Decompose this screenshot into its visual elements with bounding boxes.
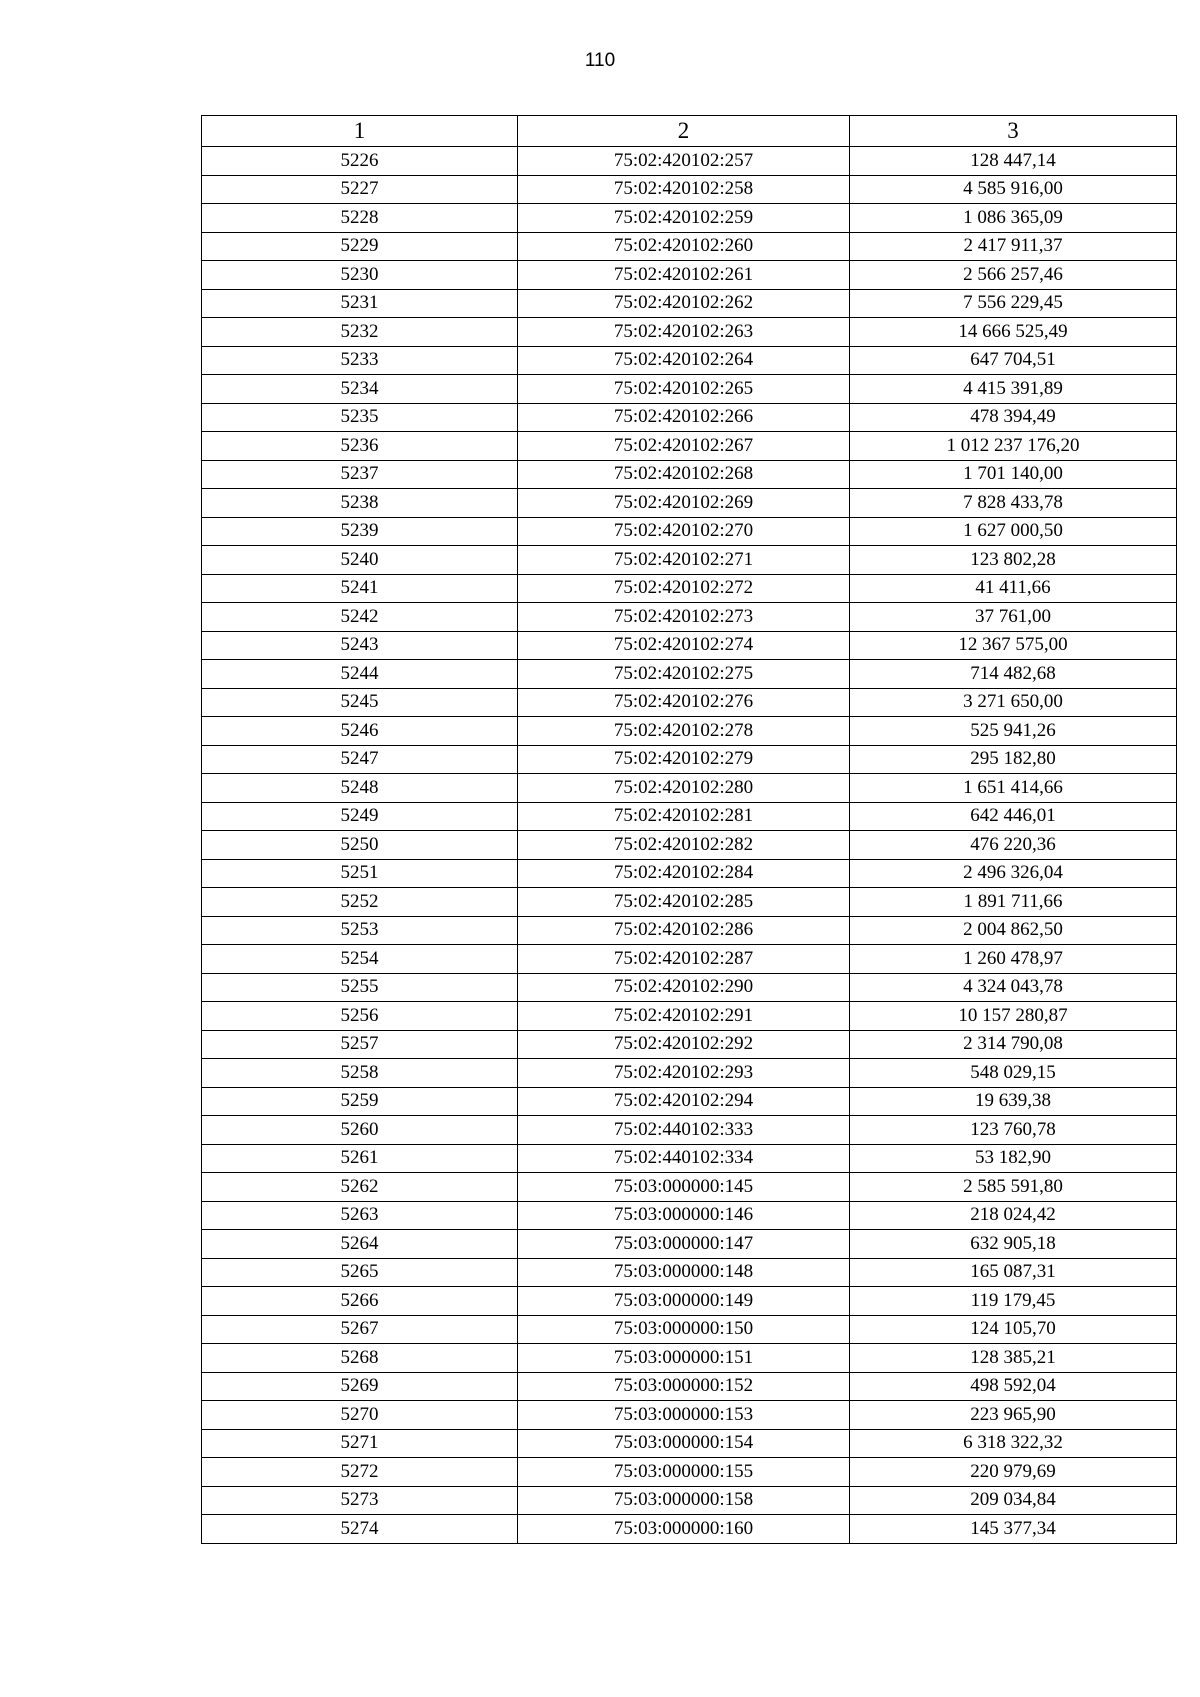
cadastral-number-cell: 75:02:420102:279 <box>518 745 850 774</box>
row-number-cell: 5274 <box>202 1515 518 1544</box>
row-number-cell: 5269 <box>202 1372 518 1401</box>
row-number-cell: 5254 <box>202 945 518 974</box>
table-row <box>202 660 1177 689</box>
table-row <box>202 574 1177 603</box>
value-cell: 1 260 478,97 <box>850 945 1177 974</box>
value-cell: 2 004 862,50 <box>850 916 1177 945</box>
cadastral-number-cell: 75:02:420102:273 <box>518 603 850 632</box>
row-number-cell: 5242 <box>202 603 518 632</box>
cadastral-number-cell: 75:02:420102:265 <box>518 375 850 404</box>
value-cell: 548 029,15 <box>850 1059 1177 1088</box>
table-row <box>202 1230 1177 1259</box>
cadastral-number-cell: 75:03:000000:154 <box>518 1429 850 1458</box>
cadastral-number-cell: 75:03:000000:158 <box>518 1486 850 1515</box>
cadastral-number-cell: 75:03:000000:145 <box>518 1173 850 1202</box>
column-header-1: 1 <box>202 116 518 147</box>
table-row <box>202 1201 1177 1230</box>
table-row <box>202 745 1177 774</box>
table-row <box>202 1087 1177 1116</box>
cadastral-number-cell: 75:02:420102:290 <box>518 973 850 1002</box>
table-row <box>202 631 1177 660</box>
value-cell: 123 802,28 <box>850 546 1177 575</box>
cadastral-number-cell: 75:03:000000:148 <box>518 1258 850 1287</box>
row-number-cell: 5226 <box>202 147 518 176</box>
value-cell: 220 979,69 <box>850 1458 1177 1487</box>
row-number-cell: 5268 <box>202 1344 518 1373</box>
value-cell: 2 566 257,46 <box>850 261 1177 290</box>
row-number-cell: 5227 <box>202 175 518 204</box>
cadastral-number-cell: 75:03:000000:149 <box>518 1287 850 1316</box>
row-number-cell: 5241 <box>202 574 518 603</box>
table-row <box>202 346 1177 375</box>
table-row <box>202 1486 1177 1515</box>
cadastral-number-cell: 75:03:000000:155 <box>518 1458 850 1487</box>
value-cell: 295 182,80 <box>850 745 1177 774</box>
cadastral-number-cell: 75:02:420102:275 <box>518 660 850 689</box>
row-number-cell: 5256 <box>202 1002 518 1031</box>
table-header <box>202 116 1177 147</box>
value-cell: 119 179,45 <box>850 1287 1177 1316</box>
table-row <box>202 546 1177 575</box>
table-row <box>202 888 1177 917</box>
value-cell: 632 905,18 <box>850 1230 1177 1259</box>
value-cell: 1 627 000,50 <box>850 517 1177 546</box>
row-number-cell: 5253 <box>202 916 518 945</box>
row-number-cell: 5252 <box>202 888 518 917</box>
row-number-cell: 5232 <box>202 318 518 347</box>
cadastral-number-cell: 75:03:000000:146 <box>518 1201 850 1230</box>
table-row <box>202 1173 1177 1202</box>
table-row <box>202 1458 1177 1487</box>
table-row <box>202 403 1177 432</box>
value-cell: 498 592,04 <box>850 1372 1177 1401</box>
row-number-cell: 5259 <box>202 1087 518 1116</box>
value-cell: 10 157 280,87 <box>850 1002 1177 1031</box>
cadastral-number-cell: 75:02:420102:284 <box>518 859 850 888</box>
cadastral-number-cell: 75:02:420102:278 <box>518 717 850 746</box>
value-cell: 714 482,68 <box>850 660 1177 689</box>
value-cell: 2 585 591,80 <box>850 1173 1177 1202</box>
row-number-cell: 5257 <box>202 1030 518 1059</box>
value-cell: 41 411,66 <box>850 574 1177 603</box>
cadastral-number-cell: 75:02:420102:259 <box>518 204 850 233</box>
cadastral-number-cell: 75:02:420102:266 <box>518 403 850 432</box>
row-number-cell: 5250 <box>202 831 518 860</box>
cadastral-number-cell: 75:02:420102:257 <box>518 147 850 176</box>
row-number-cell: 5249 <box>202 802 518 831</box>
row-number-cell: 5239 <box>202 517 518 546</box>
table-row <box>202 717 1177 746</box>
value-cell: 647 704,51 <box>850 346 1177 375</box>
row-number-cell: 5261 <box>202 1144 518 1173</box>
value-cell: 1 086 365,09 <box>850 204 1177 233</box>
cadastral-number-cell: 75:02:420102:270 <box>518 517 850 546</box>
table-row <box>202 232 1177 261</box>
table-row <box>202 1059 1177 1088</box>
value-cell: 4 324 043,78 <box>850 973 1177 1002</box>
table-row <box>202 1002 1177 1031</box>
row-number-cell: 5229 <box>202 232 518 261</box>
table-row <box>202 1315 1177 1344</box>
table-row <box>202 973 1177 1002</box>
cadastral-number-cell: 75:02:420102:294 <box>518 1087 850 1116</box>
row-number-cell: 5243 <box>202 631 518 660</box>
table-row <box>202 916 1177 945</box>
row-number-cell: 5265 <box>202 1258 518 1287</box>
cadastral-number-cell: 75:02:420102:262 <box>518 289 850 318</box>
value-cell: 123 760,78 <box>850 1116 1177 1145</box>
row-number-cell: 5233 <box>202 346 518 375</box>
table-row <box>202 432 1177 461</box>
row-number-cell: 5230 <box>202 261 518 290</box>
table-row <box>202 175 1177 204</box>
cadastral-number-cell: 75:03:000000:147 <box>518 1230 850 1259</box>
cadastral-number-cell: 75:02:440102:333 <box>518 1116 850 1145</box>
cadastral-number-cell: 75:02:420102:269 <box>518 489 850 518</box>
value-cell: 476 220,36 <box>850 831 1177 860</box>
value-cell: 223 965,90 <box>850 1401 1177 1430</box>
cadastral-number-cell: 75:02:420102:281 <box>518 802 850 831</box>
cadastral-number-cell: 75:02:420102:292 <box>518 1030 850 1059</box>
table-row <box>202 1258 1177 1287</box>
table-row <box>202 204 1177 233</box>
value-cell: 1 012 237 176,20 <box>850 432 1177 461</box>
table-row <box>202 1429 1177 1458</box>
data-table <box>201 115 1177 1544</box>
cadastral-number-cell: 75:02:420102:264 <box>518 346 850 375</box>
cadastral-number-cell: 75:03:000000:153 <box>518 1401 850 1430</box>
row-number-cell: 5258 <box>202 1059 518 1088</box>
table-row <box>202 774 1177 803</box>
table-row <box>202 375 1177 404</box>
value-cell: 4 415 391,89 <box>850 375 1177 404</box>
table-row <box>202 460 1177 489</box>
row-number-cell: 5272 <box>202 1458 518 1487</box>
cadastral-number-cell: 75:02:420102:282 <box>518 831 850 860</box>
row-number-cell: 5264 <box>202 1230 518 1259</box>
cadastral-number-cell: 75:03:000000:152 <box>518 1372 850 1401</box>
value-cell: 12 367 575,00 <box>850 631 1177 660</box>
table-row <box>202 688 1177 717</box>
row-number-cell: 5231 <box>202 289 518 318</box>
table-row <box>202 945 1177 974</box>
value-cell: 1 651 414,66 <box>850 774 1177 803</box>
cadastral-number-cell: 75:02:420102:261 <box>518 261 850 290</box>
cadastral-number-cell: 75:03:000000:150 <box>518 1315 850 1344</box>
column-header-3: 3 <box>850 116 1177 147</box>
value-cell: 642 446,01 <box>850 802 1177 831</box>
table-row <box>202 1401 1177 1430</box>
row-number-cell: 5247 <box>202 745 518 774</box>
cadastral-number-cell: 75:02:420102:291 <box>518 1002 850 1031</box>
cadastral-number-cell: 75:03:000000:151 <box>518 1344 850 1373</box>
table-row <box>202 1344 1177 1373</box>
cadastral-number-cell: 75:02:420102:271 <box>518 546 850 575</box>
table-row <box>202 603 1177 632</box>
table-row <box>202 261 1177 290</box>
table-row <box>202 1116 1177 1145</box>
row-number-cell: 5255 <box>202 973 518 1002</box>
cadastral-number-cell: 75:02:420102:293 <box>518 1059 850 1088</box>
value-cell: 6 318 322,32 <box>850 1429 1177 1458</box>
page-number: 110 <box>584 50 616 71</box>
value-cell: 165 087,31 <box>850 1258 1177 1287</box>
row-number-cell: 5246 <box>202 717 518 746</box>
value-cell: 7 556 229,45 <box>850 289 1177 318</box>
table-row <box>202 1287 1177 1316</box>
value-cell: 19 639,38 <box>850 1087 1177 1116</box>
value-cell: 1 891 711,66 <box>850 888 1177 917</box>
value-cell: 525 941,26 <box>850 717 1177 746</box>
cadastral-number-cell: 75:02:420102:263 <box>518 318 850 347</box>
table-row <box>202 489 1177 518</box>
cadastral-number-cell: 75:02:420102:280 <box>518 774 850 803</box>
header-row <box>202 116 1177 147</box>
value-cell: 218 024,42 <box>850 1201 1177 1230</box>
table-row <box>202 318 1177 347</box>
value-cell: 7 828 433,78 <box>850 489 1177 518</box>
table-row <box>202 802 1177 831</box>
row-number-cell: 5244 <box>202 660 518 689</box>
row-number-cell: 5237 <box>202 460 518 489</box>
table-row <box>202 859 1177 888</box>
row-number-cell: 5260 <box>202 1116 518 1145</box>
value-cell: 2 417 911,37 <box>850 232 1177 261</box>
table-row <box>202 289 1177 318</box>
row-number-cell: 5273 <box>202 1486 518 1515</box>
cadastral-number-cell: 75:02:420102:274 <box>518 631 850 660</box>
table-body <box>202 147 1177 1544</box>
row-number-cell: 5238 <box>202 489 518 518</box>
value-cell: 1 701 140,00 <box>850 460 1177 489</box>
row-number-cell: 5266 <box>202 1287 518 1316</box>
value-cell: 128 447,14 <box>850 147 1177 176</box>
value-cell: 145 377,34 <box>850 1515 1177 1544</box>
table-row <box>202 1030 1177 1059</box>
cadastral-number-cell: 75:02:420102:276 <box>518 688 850 717</box>
row-number-cell: 5234 <box>202 375 518 404</box>
value-cell: 14 666 525,49 <box>850 318 1177 347</box>
value-cell: 4 585 916,00 <box>850 175 1177 204</box>
table-row <box>202 831 1177 860</box>
row-number-cell: 5262 <box>202 1173 518 1202</box>
value-cell: 478 394,49 <box>850 403 1177 432</box>
row-number-cell: 5267 <box>202 1315 518 1344</box>
row-number-cell: 5263 <box>202 1201 518 1230</box>
value-cell: 2 496 326,04 <box>850 859 1177 888</box>
table-row <box>202 1515 1177 1544</box>
value-cell: 124 105,70 <box>850 1315 1177 1344</box>
row-number-cell: 5271 <box>202 1429 518 1458</box>
row-number-cell: 5228 <box>202 204 518 233</box>
cadastral-number-cell: 75:02:420102:267 <box>518 432 850 461</box>
cadastral-number-cell: 75:02:420102:258 <box>518 175 850 204</box>
row-number-cell: 5245 <box>202 688 518 717</box>
cadastral-number-cell: 75:02:440102:334 <box>518 1144 850 1173</box>
cadastral-number-cell: 75:02:420102:286 <box>518 916 850 945</box>
table-row <box>202 1144 1177 1173</box>
row-number-cell: 5235 <box>202 403 518 432</box>
column-header-2: 2 <box>518 116 850 147</box>
cadastral-number-cell: 75:02:420102:287 <box>518 945 850 974</box>
table-row <box>202 1372 1177 1401</box>
cadastral-number-cell: 75:02:420102:260 <box>518 232 850 261</box>
value-cell: 128 385,21 <box>850 1344 1177 1373</box>
cadastral-number-cell: 75:02:420102:268 <box>518 460 850 489</box>
cadastral-number-cell: 75:03:000000:160 <box>518 1515 850 1544</box>
row-number-cell: 5240 <box>202 546 518 575</box>
row-number-cell: 5270 <box>202 1401 518 1430</box>
value-cell: 209 034,84 <box>850 1486 1177 1515</box>
cadastral-number-cell: 75:02:420102:285 <box>518 888 850 917</box>
value-cell: 53 182,90 <box>850 1144 1177 1173</box>
value-cell: 37 761,00 <box>850 603 1177 632</box>
row-number-cell: 5251 <box>202 859 518 888</box>
table-row <box>202 147 1177 176</box>
row-number-cell: 5236 <box>202 432 518 461</box>
row-number-cell: 5248 <box>202 774 518 803</box>
value-cell: 3 271 650,00 <box>850 688 1177 717</box>
value-cell: 2 314 790,08 <box>850 1030 1177 1059</box>
table-row <box>202 517 1177 546</box>
cadastral-number-cell: 75:02:420102:272 <box>518 574 850 603</box>
